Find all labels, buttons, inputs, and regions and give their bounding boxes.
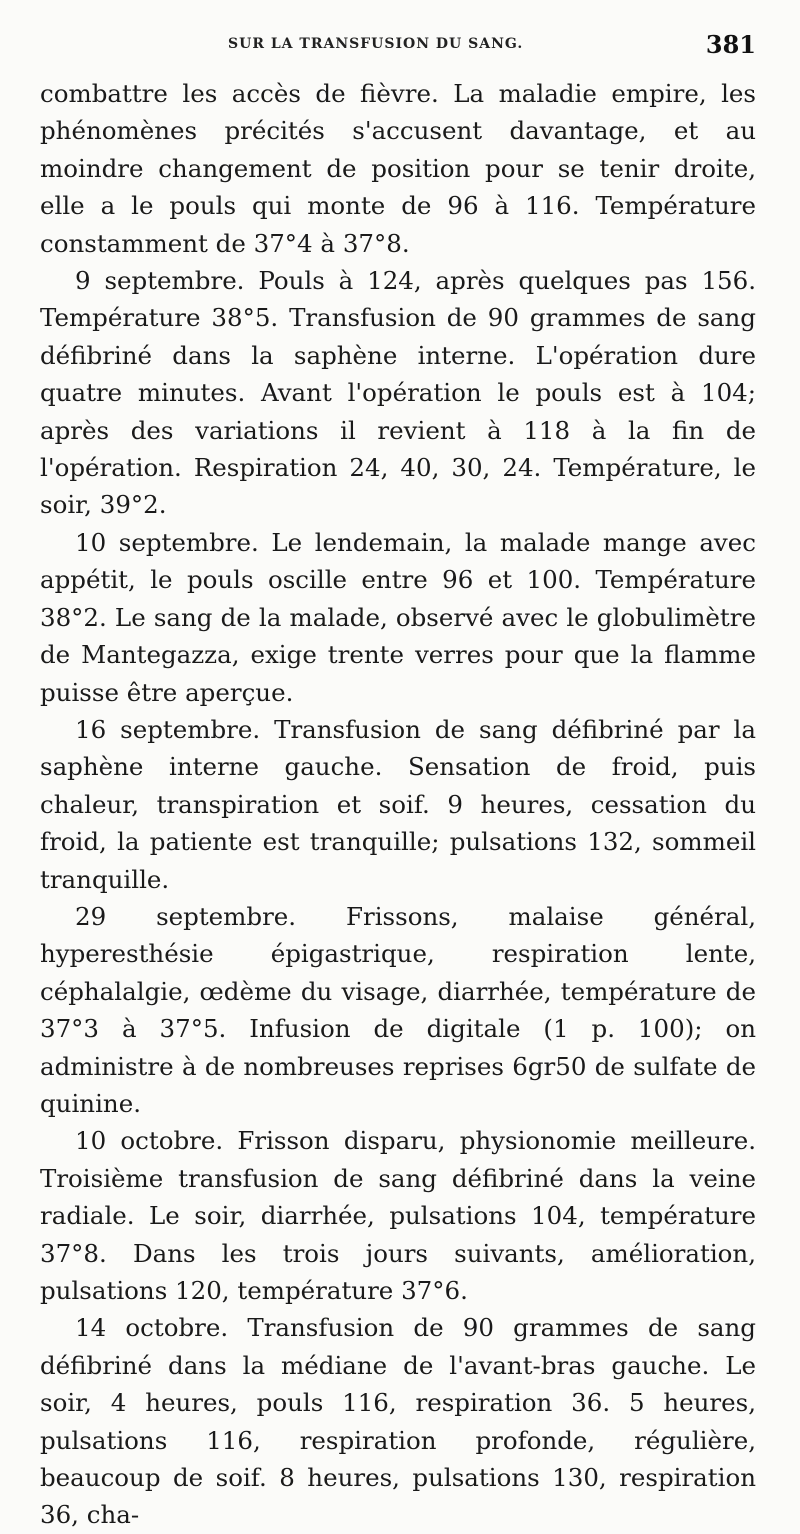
page-number: 381 bbox=[705, 30, 756, 59]
paragraph-7: 14 octobre. Transfusion de 90 grammes de sang défibriné dans la médiane de l'avant-bras gauche. Le soir, 4 heures, pouls 116, respiration 36. 5 heures, pulsations 116, respiration profonde, régulière, beaucoup de soif. 8 heures, pulsations 130, respiration 36, cha- bbox=[40, 1313, 756, 1530]
paragraph-4: 16 septembre. Transfusion de sang défibriné par la saphène interne gauche. Sensation de froid, puis chaleur, transpiration et soif. 9 heures, cessation du froid, la patiente est tranquille; pulsations 132, sommeil tranquille. bbox=[40, 714, 756, 894]
paragraph-6: 10 octobre. Frisson disparu, physionomie meilleure. Troisième transfusion de sang défibriné dans la veine radiale. Le soir, diarrhée, pulsations 104, température 37°8. Dans les trois jours suivants, amélioration, pulsations 120, température 37°6. bbox=[40, 1126, 756, 1305]
paragraph-2: 9 septembre. Pouls à 124, après quelques pas 156. Température 38°5. Transfusion de 90 grammes de sang défibriné dans la saphène interne. L'opération dure quatre minutes. Avant l'opération le pouls est à 104; après des variations il revient à 118 à la fin de l'opération. Respiration 24, 40, 30, 24. Température, le soir, 39°2. bbox=[40, 266, 756, 520]
running-title: SUR LA TRANSFUSION DU SANG. bbox=[228, 36, 524, 52]
paragraph-1: combattre les accès de fièvre. La maladie empire, les phénomènes précités s'accusent davantage, et au moindre changement de position pour se tenir droite, elle a le pouls qui monte de 96 à 116. Température constamment de 37°4 à 37°8. bbox=[40, 79, 756, 258]
paragraph-5: 29 septembre. Frissons, malaise général, hyperesthésie épigastrique, respiration lente, céphalalgie, œdème du visage, diarrhée, température de 37°3 à 37°5. Infusion de digitale (1 p. 100); on administre à de nombreuses reprises 6gr50 de sulfate de quinine. bbox=[40, 901, 756, 1118]
paragraph-3: 10 septembre. Le lendemain, la malade mange avec appétit, le pouls oscille entre 96 et 100. Température 38°2. Le sang de la malade, observé avec le globulimètre de Mantegazza, exige trente verres pour que la flamme puisse être aperçue. bbox=[40, 527, 756, 707]
body-text bbox=[40, 75, 756, 1534]
